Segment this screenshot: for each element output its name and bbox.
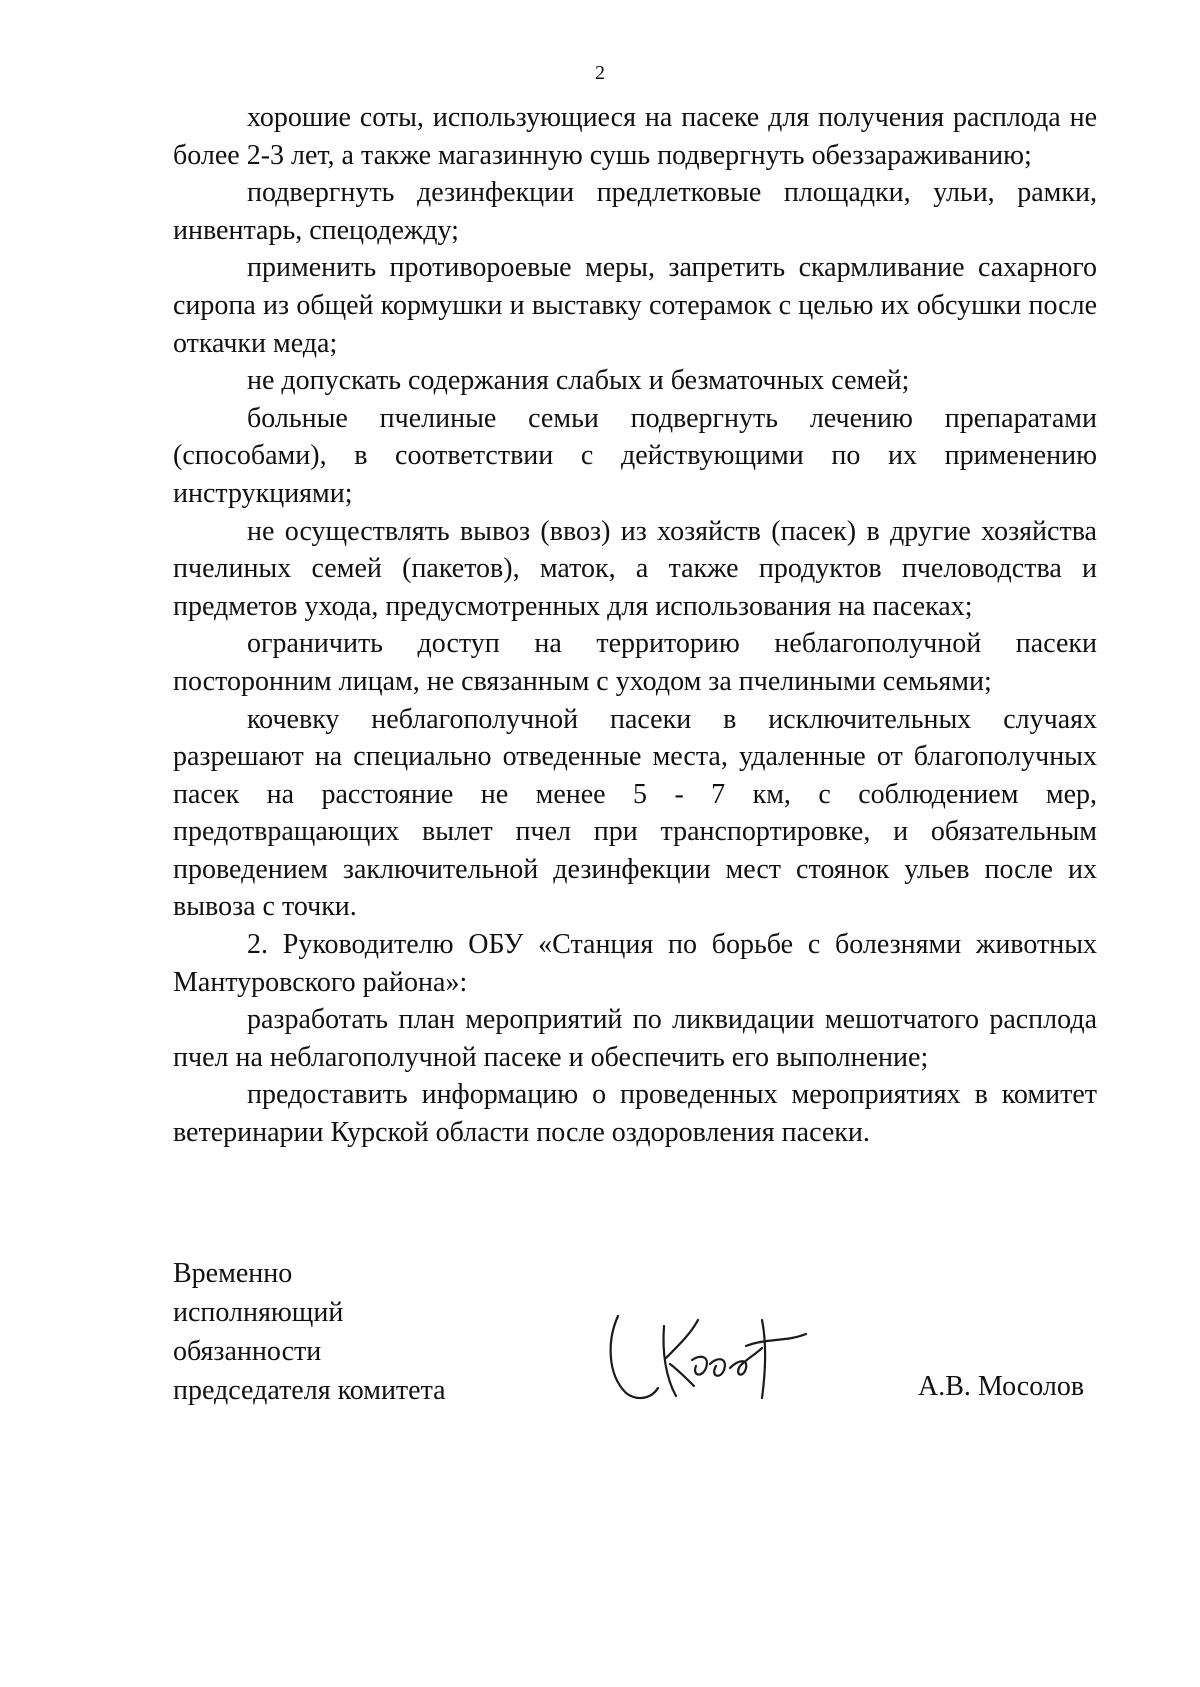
paragraph-treatment: больные пчелиные семьи подвергнуть лечению препаратами (способами), в соответствии с действующими по их применению инструкциями; <box>173 402 1097 509</box>
paragraph-weak-colonies: не допускать содержания слабых и безматочных семей; <box>247 365 910 397</box>
paragraph-station-head: 2. Руководителю ОБУ «Станция по борьбе с болезнями животных Мантуровского района»: <box>173 929 1097 998</box>
paragraph-access-restriction: ограничить доступ на территорию неблагополучной пасеки посторонним лицам, не связанным с уходом за пчелиными семьями; <box>173 628 1097 697</box>
paragraph-transport-ban: не осуществлять вывоз (ввоз) из хозяйств (пасек) в другие хозяйства пчелиных семей (пакетов), маток, а также продуктов пчеловодства и предметов ухода, предусмотренных для использования на пасеках; <box>173 515 1097 622</box>
paragraph-report: предоставить информацию о проведенных мероприятиях в комитет ветеринарии Курской области после оздоровления пасеки. <box>173 1079 1097 1149</box>
signatory-title-line: Временно <box>173 1258 293 1289</box>
page-number: 2 <box>595 62 605 84</box>
signatory-title-line: исполняющий <box>173 1297 344 1328</box>
handwritten-signature <box>606 1298 836 1418</box>
document-body <box>173 99 1097 1152</box>
paragraph-action-plan: разработать план мероприятий по ликвидации мешотчатого расплода пчел на неблагополучной пасеке и обеспечить его выполнение; <box>173 1004 1097 1073</box>
signer-name: А.В. Мосолов <box>918 1371 1085 1402</box>
paragraph-relocation: кочевку неблагополучной пасеки в исключительных случаях разрешают на специально отведенные места, удаленные от благополучных пасек на расстояние не менее 5 - 7 км, с соблюдением мер, предотвращающих вылет пчел при транспортировке, и обязательным проведением заключительной дезинфекции мест стоянок ульев после их вывоза с точки. <box>173 703 1097 923</box>
paragraph-anti-swarming: применить противороевые меры, запретить скармливание сахарного сиропа из общей кормушки и выставку сотерамок с целью их обсушки после откачки меда; <box>173 252 1097 359</box>
signatory-title-line: обязанности <box>173 1336 322 1367</box>
paragraph-equipment-disinfection: подвергнуть дезинфекции предлетковые площадки, ульи, рамки, инвентарь, спецодежду; <box>173 177 1097 246</box>
signatory-title <box>173 1254 446 1410</box>
signatory-title-line: председателя комитета <box>173 1375 446 1406</box>
paragraph-comb-disinfection: хорошие соты, использующиеся на пасеке для получения расплода не более 2-3 лет, а также магазинную сушь подвергнуть обеззараживанию; <box>173 102 1097 171</box>
